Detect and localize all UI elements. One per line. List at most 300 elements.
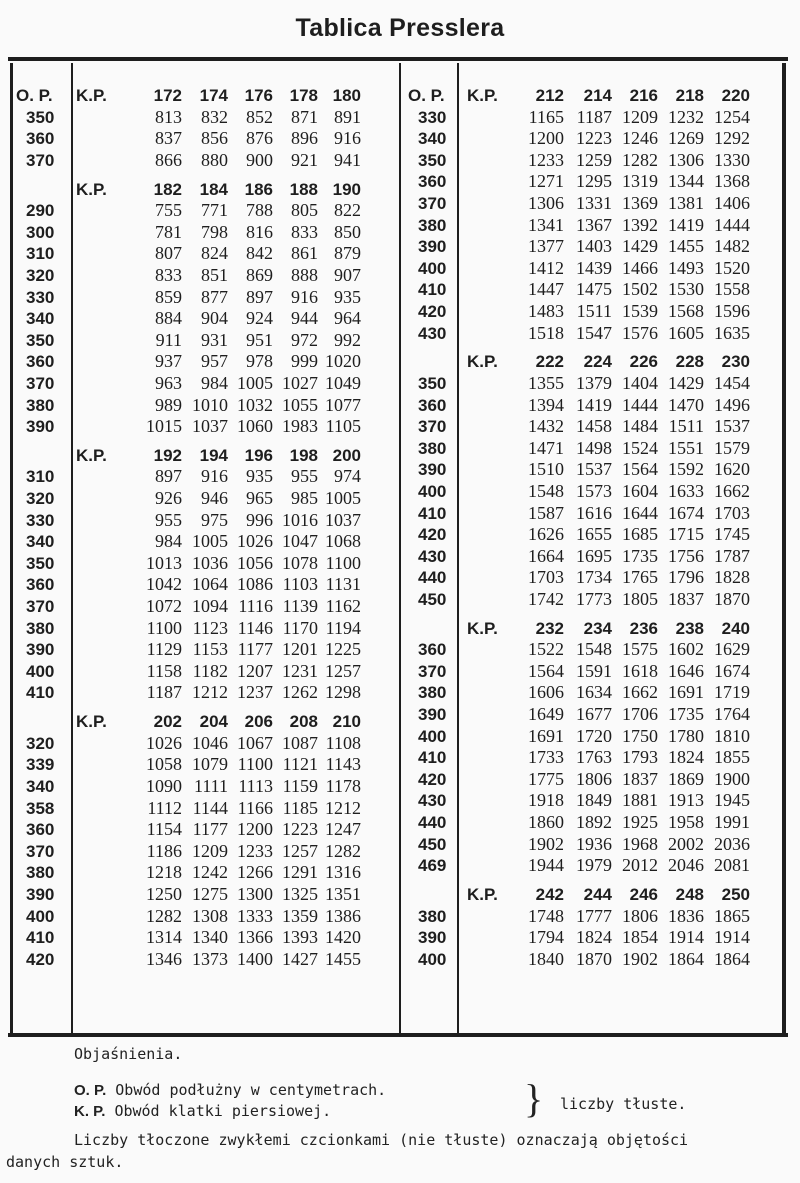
volume-value: 1824 [576,927,612,948]
volume-value: 1355 [528,372,564,393]
volume-value: 1129 [146,639,182,660]
table-row [8,395,400,417]
volume-value: 1439 [576,257,612,278]
volume-value: 1870 [576,948,612,969]
volume-value: 1466 [622,257,658,278]
page-title: Tablica Presslera [295,14,505,42]
kp-header-value: 186 [244,179,273,199]
volume-value: 1331 [576,193,612,213]
volume-value: 856 [201,128,228,149]
op-value: 370 [418,417,447,437]
op-value: 380 [26,618,55,638]
volume-value: 1626 [528,524,564,545]
op-value: 400 [418,258,447,278]
volume-value: 1629 [714,639,750,660]
volume-value: 963 [155,372,182,393]
kp-header-row [8,711,400,733]
volume-value: 1275 [192,883,228,904]
volume-value: 1493 [668,257,704,278]
volume-value: 1502 [622,279,658,300]
brace-glyph: } [524,1076,544,1121]
op-value: 360 [418,395,447,415]
volume-value: 1806 [622,905,658,926]
volume-value: 1344 [668,171,704,192]
volume-value: 1498 [576,437,612,458]
kp-header-value: 208 [289,712,318,732]
table-row [8,416,400,438]
volume-value: 1247 [325,819,361,840]
kp-header-value: 232 [535,618,564,638]
op-value: 420 [26,949,55,969]
volume-value: 859 [155,286,182,307]
volume-value: 1602 [668,639,704,660]
volume-value: 900 [246,149,273,170]
table-row [8,754,400,776]
volume-value: 1400 [237,948,273,969]
volume-value: 931 [201,329,228,350]
volume-value: 1046 [192,732,228,753]
table-row [8,466,400,488]
right-half [400,85,785,1031]
volume-value: 1524 [622,437,658,458]
volume-value: 1298 [325,682,361,703]
kp-header-value: 196 [244,445,273,465]
table-row [8,862,400,884]
op-value: 320 [26,489,55,509]
volume-value: 1796 [668,567,704,588]
kp-header-value: 250 [721,884,750,904]
table-row [8,510,400,532]
volume-value: 916 [201,466,228,487]
volume-value: 911 [155,329,182,350]
table-row [8,596,400,618]
table-row [400,236,785,258]
volume-value: 1100 [146,617,182,638]
volume-value: 1958 [668,812,704,833]
volume-value: 1511 [576,301,612,321]
kp-header-value: 228 [675,352,704,372]
volume-value: 1824 [668,747,704,768]
volume-value: 1108 [325,732,361,753]
volume-value: 1765 [622,567,658,588]
volume-value: 1412 [528,257,564,278]
kp-header-value: 180 [332,86,361,105]
volume-value: 1266 [237,862,273,883]
volume-value: 1427 [282,948,318,969]
volume-value: 916 [334,128,361,149]
kp-header-value: 220 [721,86,750,105]
volume-value: 951 [246,329,273,350]
kp-header-value: 174 [199,86,228,105]
op-value: 350 [26,553,55,573]
op-value: 360 [26,352,55,372]
volume-value: 755 [155,200,182,221]
volume-value: 1429 [622,236,658,257]
volume-value: 1518 [528,322,564,343]
op-value: 430 [418,791,447,811]
kp-header-value: 226 [629,352,658,372]
volume-value: 2046 [668,855,704,876]
volume-value: 1748 [528,905,564,926]
volume-value: 1049 [325,372,361,393]
volume-value: 852 [246,106,273,127]
volume-value: 1319 [622,171,658,192]
volume-value: 2081 [714,855,750,876]
volume-value: 1308 [192,905,228,926]
volume-value: 1828 [714,567,750,588]
volume-value: 1591 [576,660,612,681]
table-row [400,481,785,503]
volume-value: 1116 [238,596,273,617]
volume-value: 1447 [528,279,564,300]
volume-value: 1510 [528,459,564,480]
volume-value: 1806 [576,768,612,789]
op-value: 360 [418,172,447,192]
op-value: 400 [418,481,447,501]
volume-value: 1918 [528,790,564,811]
op-value: 400 [26,906,55,926]
op-value: 339 [26,755,55,775]
volume-value: 1764 [714,704,750,725]
volume-value: 2002 [668,833,704,854]
volume-value: 1381 [668,193,704,213]
table-row [8,733,400,755]
volume-value: 1223 [576,128,612,149]
volume-value: 1143 [325,754,361,775]
volume-value: 1840 [528,948,564,969]
volume-value: 1522 [528,639,564,660]
kp-header-value: 176 [244,86,273,105]
op-value: 330 [26,510,55,530]
volume-value: 1576 [622,322,658,343]
volume-value: 1539 [622,301,658,321]
op-value: 370 [26,597,55,617]
volume-value: 978 [246,351,273,372]
volume-value: 1475 [576,279,612,300]
volume-value: 1166 [237,797,273,818]
volume-value: 788 [246,200,273,221]
volume-value: 941 [334,149,361,170]
table-row [400,682,785,704]
op-value: 340 [418,129,447,149]
volume-value: 1662 [622,682,658,703]
volume-value: 1386 [325,905,361,926]
volume-value: 1855 [714,747,750,768]
volume-value: 807 [155,243,182,264]
table-row [8,531,400,553]
table-row [8,618,400,640]
volume-value: 1367 [576,214,612,235]
volume-value: 1869 [668,768,704,789]
volume-value: 1005 [237,372,273,393]
volume-value: 1419 [576,394,612,415]
op-value: 310 [26,467,55,487]
table-row [8,819,400,841]
volume-value: 1067 [237,732,273,753]
table-row [8,308,400,330]
volume-value: 1470 [668,394,704,415]
volume-value: 1005 [192,531,228,552]
volume-value: 1548 [528,480,564,501]
op-value: 420 [418,769,447,789]
volume-value: 1178 [325,775,361,796]
op-value: 300 [26,222,55,242]
volume-value: 1444 [622,394,658,415]
volume-value: 1366 [237,927,273,948]
volume-value: 1685 [622,524,658,545]
volume-value: 1112 [147,797,182,818]
volume-value: 1635 [714,322,750,343]
volume-value: 1573 [576,480,612,501]
volume-value: 1237 [237,682,273,703]
table-row [400,128,785,150]
kp-header-label: K.P. [76,179,107,199]
note-kp-abbr: K. P. [74,1103,106,1120]
volume-value: 1865 [714,905,750,926]
volume-value: 1359 [282,905,318,926]
footer-line-1: Liczby tłoczone zwykłemi czcionkami (nie tłuste) oznaczają objętości [74,1131,689,1149]
volume-value: 798 [201,221,228,242]
volume-value: 1649 [528,704,564,725]
volume-value: 1454 [714,372,750,393]
op-value: 420 [418,302,447,321]
op-value: 290 [26,201,55,221]
volume-value: 1900 [714,768,750,789]
op-value: 350 [418,373,447,393]
kp-header-value: 182 [153,179,182,199]
volume-value: 1394 [528,394,564,415]
volume-value: 816 [246,221,273,242]
volume-value: 1194 [325,617,361,638]
table-row [8,200,400,222]
volume-value: 1695 [576,545,612,566]
volume-value: 1259 [576,149,612,170]
volume-value: 1377 [528,236,564,257]
volume-value: 871 [291,106,318,127]
op-value: 340 [26,532,55,552]
volume-value: 1064 [192,574,228,595]
volume-value: 935 [246,466,273,487]
op-value: 440 [418,813,447,833]
volume-value: 1058 [146,754,182,775]
volume-value: 1805 [622,588,658,609]
volume-value: 1633 [668,480,704,501]
volume-value: 1026 [237,531,273,552]
table-row [8,222,400,244]
volume-value: 1703 [528,567,564,588]
volume-value: 955 [155,509,182,530]
kp-header-value: 236 [629,618,658,638]
volume-value: 1056 [237,552,273,573]
volume-value: 1734 [576,567,612,588]
kp-header-row [8,445,400,467]
left-half [8,85,400,1031]
volume-value: 1606 [528,682,564,703]
volume-value: 1537 [714,416,750,437]
volume-value: 907 [334,264,361,285]
kp-header-value: 184 [199,179,228,199]
op-value: 410 [26,928,55,948]
volume-value: 1616 [576,502,612,523]
volume-value: 1027 [282,372,318,393]
volume-value: 1232 [668,106,704,127]
kp-header-value: 240 [721,618,750,638]
table-row [400,790,785,812]
volume-value: 1016 [282,509,318,530]
table-row [8,553,400,575]
table-row [8,949,400,971]
kp-header-value: 188 [289,179,318,199]
volume-value: 1763 [576,747,612,768]
volume-value: 1042 [146,574,182,595]
volume-value: 1773 [576,588,612,609]
volume-value: 944 [291,308,318,329]
note-op-abbr: O. P. [74,1082,107,1099]
op-value: 330 [418,107,447,127]
table-row [8,884,400,906]
volume-value: 946 [201,488,228,509]
op-header: O. P. [408,86,445,105]
volume-value: 1991 [714,812,750,833]
volume-value: 1914 [714,927,750,948]
volume-value: 916 [291,286,318,307]
op-value: 360 [26,129,55,149]
kp-header-label: K.P. [76,712,107,732]
volume-value: 1735 [622,545,658,566]
kp-header-row [400,351,785,373]
volume-value: 1810 [714,725,750,746]
volume-value: 1113 [238,775,273,796]
op-value: 469 [418,856,447,876]
volume-value: 1146 [237,617,273,638]
volume-value: 1618 [622,660,658,681]
volume-value: 850 [334,221,361,242]
op-value: 350 [418,150,447,170]
brace-text: liczby tłuste. [560,1095,687,1113]
volume-value: 1187 [146,682,182,703]
volume-value: 1139 [282,596,318,617]
volume-value: 1218 [146,862,182,883]
table-row [8,906,400,928]
volume-value: 824 [201,243,228,264]
op-value: 390 [418,928,447,948]
op-value: 370 [26,150,55,170]
kp-header-row [400,85,785,107]
volume-value: 1455 [668,236,704,257]
volume-value: 1153 [192,639,228,660]
volume-value: 1306 [528,193,564,213]
table-row [400,524,785,546]
table-row [400,726,785,748]
volume-value: 1484 [622,416,658,437]
kp-header-value: 230 [721,352,750,372]
op-value: 358 [26,798,55,818]
op-value: 350 [26,330,55,350]
volume-value: 1979 [576,855,612,876]
volume-value: 1780 [668,725,704,746]
kp-header-value: 210 [332,712,361,732]
volume-value: 1735 [668,704,704,725]
op-value: 410 [418,280,447,300]
table-row [400,323,785,345]
table-row [400,107,785,129]
kp-header-label: K.P. [467,86,498,105]
volume-value: 1351 [325,883,361,904]
op-value: 450 [418,834,447,854]
volume-value: 861 [291,243,318,264]
table-row [8,927,400,949]
volume-value: 1902 [528,833,564,854]
kp-header-label: K.P. [467,884,498,904]
op-value: 360 [26,575,55,595]
volume-value: 1036 [192,552,228,573]
volume-value: 1330 [714,149,750,170]
volume-value: 1177 [237,639,273,660]
volume-value: 822 [334,200,361,221]
volume-value: 1664 [528,545,564,566]
volume-value: 1186 [146,840,182,861]
table-row [400,567,785,589]
volume-value: 1201 [282,639,318,660]
volume-value: 866 [155,149,182,170]
table-row [8,243,400,265]
volume-value: 1262 [282,682,318,703]
pressler-table [8,57,788,1037]
volume-value: 1103 [282,574,318,595]
volume-value: 1596 [714,301,750,321]
table-row [8,107,400,129]
table-row [8,128,400,150]
volume-value: 1605 [668,322,704,343]
volume-value: 1246 [622,128,658,149]
kp-header-value: 192 [153,445,182,465]
op-value: 390 [418,237,447,257]
table-row [400,301,785,323]
table-row [400,395,785,417]
op-value: 320 [26,733,55,753]
volume-value: 833 [155,264,182,285]
op-value: 390 [26,417,55,437]
volume-value: 1379 [576,372,612,393]
op-value: 350 [26,107,55,127]
volume-value: 1715 [668,524,704,545]
volume-value: 1013 [146,552,182,573]
kp-header-value: 204 [199,712,228,732]
volume-value: 972 [291,329,318,350]
volume-value: 1511 [668,416,704,437]
volume-value: 1090 [146,775,182,796]
volume-value: 1282 [146,905,182,926]
volume-value: 1094 [192,596,228,617]
volume-value: 1010 [192,394,228,415]
volume-value: 1209 [192,840,228,861]
volume-value: 1674 [714,660,750,681]
volume-value: 924 [246,308,273,329]
volume-value: 1200 [237,819,273,840]
volume-value: 1306 [668,149,704,170]
table-row [8,798,400,820]
volume-value: 1060 [237,416,273,437]
op-value: 390 [418,705,447,725]
kp-header-value: 190 [332,179,361,199]
volume-value: 1777 [576,905,612,926]
volume-value: 1072 [146,596,182,617]
kp-header-label: K.P. [467,618,498,638]
volume-value: 1530 [668,279,704,300]
op-value: 360 [418,640,447,660]
volume-value: 1269 [668,128,704,149]
volume-value: 1983 [282,416,318,437]
